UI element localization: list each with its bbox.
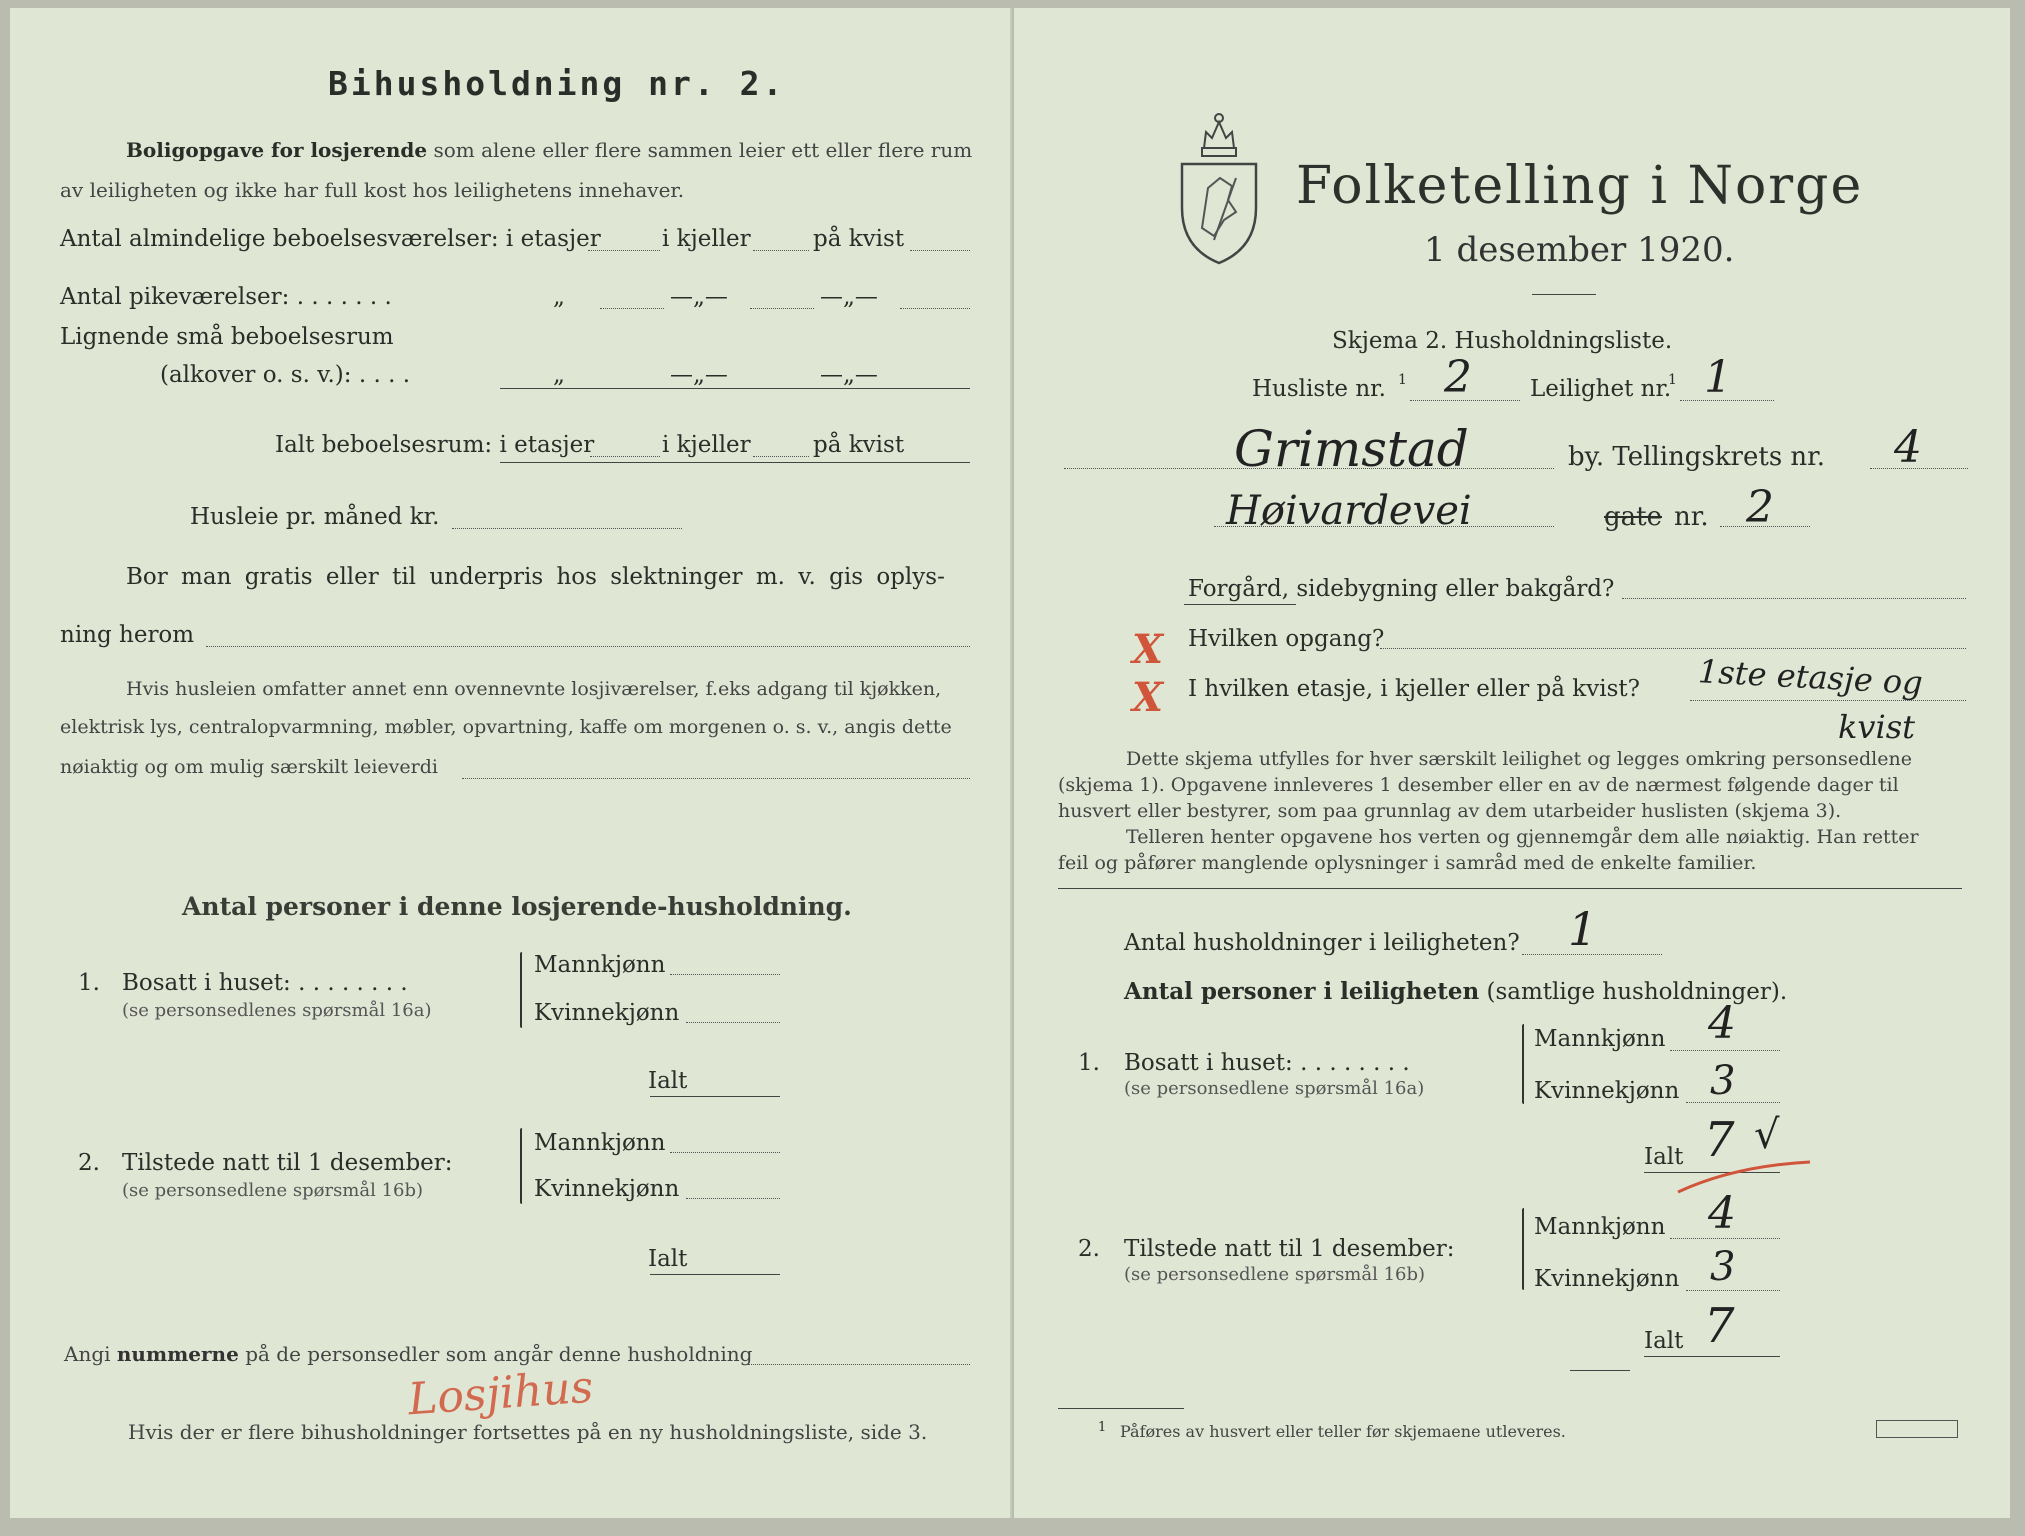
angi-line xyxy=(64,1342,752,1366)
right-q2-ialt-field xyxy=(1644,1356,1780,1357)
bor-line-2: ning herom xyxy=(60,622,195,648)
left-q2-brace xyxy=(520,1128,522,1204)
husleie-field xyxy=(452,528,682,529)
left-q1-label: Bosatt i huset: . . . . . . . . xyxy=(122,970,408,996)
etasje-value-2: kvist xyxy=(1838,708,1915,746)
opgang-label: Hvilken opgang? xyxy=(1188,626,1385,652)
right-q2-kvinne-value: 3 xyxy=(1710,1244,1736,1290)
right-q2-kvinne-field xyxy=(1686,1290,1780,1291)
footnote-mark: 1 xyxy=(1098,1420,1107,1435)
left-q2-mann-field xyxy=(670,1152,780,1153)
left-q2-ialt-field xyxy=(650,1274,780,1275)
pike-ditto: „ xyxy=(553,284,565,310)
footnote-text: Påføres av husvert eller teller før skjemaene utleveres. xyxy=(1120,1422,1566,1441)
left-q1-num: 1. xyxy=(78,970,100,996)
ialt-kjeller-label: i kjeller xyxy=(662,432,751,458)
instr-line-3: husvert eller bestyrer, som paa grunnlag av dem utarbeider huslisten (skjema 3). xyxy=(1058,800,1842,822)
husliste-value: 2 xyxy=(1444,352,1472,403)
skjema-label: Skjema 2. Husholdningsliste. xyxy=(1332,328,1673,354)
left-q2-sub: (se personsedlene spørsmål 16b) xyxy=(122,1180,424,1201)
antal-pers-bold: Antal personer i leiligheten xyxy=(1124,978,1480,1005)
ialt-kvist-label: på kvist xyxy=(813,432,905,458)
etasje-label: I hvilken etasje, i kjeller eller på kvist? xyxy=(1188,676,1640,702)
right-q2-mann-value: 4 xyxy=(1708,1188,1736,1239)
lignende-ditto-3: —„— xyxy=(820,362,878,388)
hvis-line-3: nøiaktig og om mulig særskilt leieverdi xyxy=(60,756,438,778)
instr-line-1: Dette skjema utfylles for hver særskilt leilighet og legges omkring personsedlene xyxy=(1126,748,1912,770)
right-q2-kvinne-label: Kvinnekjønn xyxy=(1534,1266,1680,1292)
lignende-sum-line xyxy=(500,388,970,389)
lignende-label-2: (alkover o. s. v.): . . . . xyxy=(160,362,411,388)
intro-rest-1: som alene eller flere sammen leier ett eller flere rum xyxy=(433,138,973,162)
city-value: Grimstad xyxy=(1234,420,1469,478)
leilighet-footnote-mark: 1 xyxy=(1668,372,1677,388)
street-nr-label: nr. xyxy=(1674,502,1709,532)
left-title: Bihusholdning nr. 2. xyxy=(328,64,786,103)
forgaard-field xyxy=(1622,598,1966,599)
antal-pers-line xyxy=(1124,978,1787,1005)
right-page-husholdningsliste xyxy=(1014,8,2010,1518)
etasje-field xyxy=(1690,700,1966,701)
leilighet-label: Leilighet nr. xyxy=(1530,376,1672,402)
intro-line-1 xyxy=(126,138,972,162)
husliste-label: Husliste nr. xyxy=(1252,376,1386,402)
title-rule xyxy=(1532,294,1596,295)
etasje-value-1: 1ste etasje og xyxy=(1697,652,1924,702)
lignende-label-1: Lignende små beboelsesrum xyxy=(60,324,394,350)
rooms-kvist-label: på kvist xyxy=(813,226,905,252)
ialt-etasjer-field xyxy=(590,456,660,457)
left-q1-kvinne-label: Kvinnekjønn xyxy=(534,1000,680,1026)
ialt-underline xyxy=(500,462,970,463)
antal-personer-heading: Antal personer i denne losjerende-husholdning. xyxy=(182,892,852,921)
opgang-field xyxy=(1380,648,1966,649)
instr-line-5: feil og påfører manglende oplysninger i samråd med de enkelte familier. xyxy=(1058,852,1757,874)
left-q1-kvinne-field xyxy=(686,1022,780,1023)
hvis-der-line: Hvis der er flere bihusholdninger fortsettes på en ny husholdningsliste, side 3. xyxy=(128,1420,928,1444)
rooms-kjeller-field xyxy=(753,250,809,251)
angi-rest: på de personsedler som angår denne husholdning xyxy=(245,1342,753,1366)
bor-field xyxy=(206,646,970,647)
left-q2-num: 2. xyxy=(78,1150,100,1176)
lignende-ditto: „ xyxy=(553,362,565,388)
antal-hush-value: 1 xyxy=(1568,902,1598,956)
rooms-kvist-field xyxy=(910,250,970,251)
rooms-etasjer-field xyxy=(588,250,660,251)
ialt-kjeller-field xyxy=(753,456,809,457)
left-page-bihusholdning xyxy=(10,8,1012,1518)
left-q1-mann-field xyxy=(670,974,780,975)
left-q2-kvinne-label: Kvinnekjønn xyxy=(534,1176,680,1202)
right-q1-mann-value: 4 xyxy=(1708,998,1736,1049)
census-date: 1 desember 1920. xyxy=(1424,230,1735,270)
right-q1-mann-label: Mannkjønn xyxy=(1534,1026,1666,1052)
right-q1-kvinne-label: Kvinnekjønn xyxy=(1534,1078,1680,1104)
census-form-sheet xyxy=(10,8,2010,1518)
hvis-line-1: Hvis husleien omfatter annet enn ovennevnte losjiværelser, f.eks adgang til kjøkken, xyxy=(126,678,942,700)
pike-field-2 xyxy=(750,308,814,309)
left-q1-sub: (se personsedlenes spørsmål 16a) xyxy=(122,1000,432,1021)
angi-field xyxy=(748,1364,970,1365)
rooms-kjeller-label: i kjeller xyxy=(662,226,751,252)
by-tellingskrets-label: by. Tellingskrets nr. xyxy=(1568,442,1826,472)
instructions-rule xyxy=(1058,888,1962,889)
hvis-line-2: elektrisk lys, centralopvarmning, møbler, opvartning, kaffe om morgenen o. s. v., angis dette xyxy=(60,716,952,738)
hvis-field xyxy=(462,778,970,779)
left-q2-ialt-label: Ialt xyxy=(648,1246,688,1272)
instr-line-2: (skjema 1). Opgavene innleveres 1 desember eller en av de nærmest følgende dager til xyxy=(1058,774,1899,796)
forgaard-label: Forgård, sidebygning eller bakgård? xyxy=(1188,576,1615,602)
forgaard-underline xyxy=(1184,604,1296,605)
right-q2-label: Tilstede natt til 1 desember: xyxy=(1124,1236,1455,1262)
right-q1-check: √ xyxy=(1754,1112,1780,1158)
intro-line-2: av leiligheten og ikke har full kost hos leilighetens innehaver. xyxy=(60,178,685,202)
red-strike-mark xyxy=(1674,1158,1814,1198)
leilighet-value: 1 xyxy=(1704,352,1732,403)
left-q1-brace xyxy=(520,952,522,1028)
instr-line-4: Telleren henter opgavene hos verten og gjennemgår dem alle nøiaktig. Han retter xyxy=(1126,826,1919,848)
pike-field-1 xyxy=(600,308,664,309)
lignende-ditto-2: —„— xyxy=(670,362,728,388)
right-q2-num: 2. xyxy=(1078,1236,1100,1262)
coat-of-arms-icon xyxy=(1174,108,1264,268)
right-title: Folketelling i Norge xyxy=(1296,156,1864,216)
right-q1-ialt-label: Ialt xyxy=(1644,1144,1684,1170)
losjihus-stamp: Losjihus xyxy=(406,1361,595,1426)
red-x-mark-2: X xyxy=(1132,674,1164,721)
gate-label: gate xyxy=(1604,502,1662,532)
right-q2-sub: (se personsedlene spørsmål 16b) xyxy=(1124,1264,1426,1285)
footnote-rule xyxy=(1058,1408,1184,1409)
right-q2-ialt-label: Ialt xyxy=(1644,1328,1684,1354)
right-q2-dash-mark xyxy=(1570,1370,1630,1371)
printer-stamp-box xyxy=(1876,1420,1958,1438)
left-q1-mann-label: Mannkjønn xyxy=(534,952,666,978)
right-q1-brace xyxy=(1522,1024,1524,1104)
street-nr-value: 2 xyxy=(1746,482,1774,533)
right-q1-mann-field xyxy=(1670,1050,1780,1051)
right-q2-mann-label: Mannkjønn xyxy=(1534,1214,1666,1240)
husliste-footnote-mark: 1 xyxy=(1398,372,1407,388)
rooms-label: Antal almindelige beboelsesværelser: i etasjer xyxy=(60,226,601,252)
antal-pers-rest: (samtlige husholdninger). xyxy=(1486,979,1788,1005)
red-x-mark-1: X xyxy=(1132,626,1164,673)
right-q1-sub: (se personsedlene spørsmål 16a) xyxy=(1124,1078,1425,1099)
right-q1-num: 1. xyxy=(1078,1050,1100,1076)
left-q1-ialt-label: Ialt xyxy=(648,1068,688,1094)
pike-field-3 xyxy=(900,308,970,309)
right-q1-label: Bosatt i huset: . . . . . . . . xyxy=(1124,1050,1410,1076)
angi-pre: Angi xyxy=(64,1342,111,1366)
left-q2-kvinne-field xyxy=(686,1198,780,1199)
pike-ditto-2: —„— xyxy=(670,284,728,310)
angi-bold: nummerne xyxy=(116,1342,239,1366)
antal-hush-label: Antal husholdninger i leiligheten? xyxy=(1124,930,1520,956)
right-q1-ialt-value: 7 xyxy=(1704,1112,1735,1168)
right-q2-brace xyxy=(1522,1208,1524,1290)
husleie-label: Husleie pr. måned kr. xyxy=(190,504,440,530)
pike-label: Antal pikeværelser: . . . . . . . xyxy=(60,284,392,310)
bor-line-1: Bor man gratis eller til underpris hos slektninger m. v. gis oplys- xyxy=(126,564,945,590)
street-value: Høivardevei xyxy=(1226,488,1472,534)
left-q2-label: Tilstede natt til 1 desember: xyxy=(122,1150,453,1176)
right-q1-kvinne-value: 3 xyxy=(1710,1058,1736,1104)
left-q1-ialt-field xyxy=(650,1096,780,1097)
pike-ditto-3: —„— xyxy=(820,284,878,310)
right-q2-ialt-value: 7 xyxy=(1704,1298,1735,1354)
left-q2-mann-label: Mannkjønn xyxy=(534,1130,666,1156)
ialt-beboelsesrum-label: Ialt beboelsesrum: i etasjer xyxy=(275,432,595,458)
krets-value: 4 xyxy=(1894,422,1922,473)
intro-bold: Boligopgave for losjerende xyxy=(126,138,428,162)
